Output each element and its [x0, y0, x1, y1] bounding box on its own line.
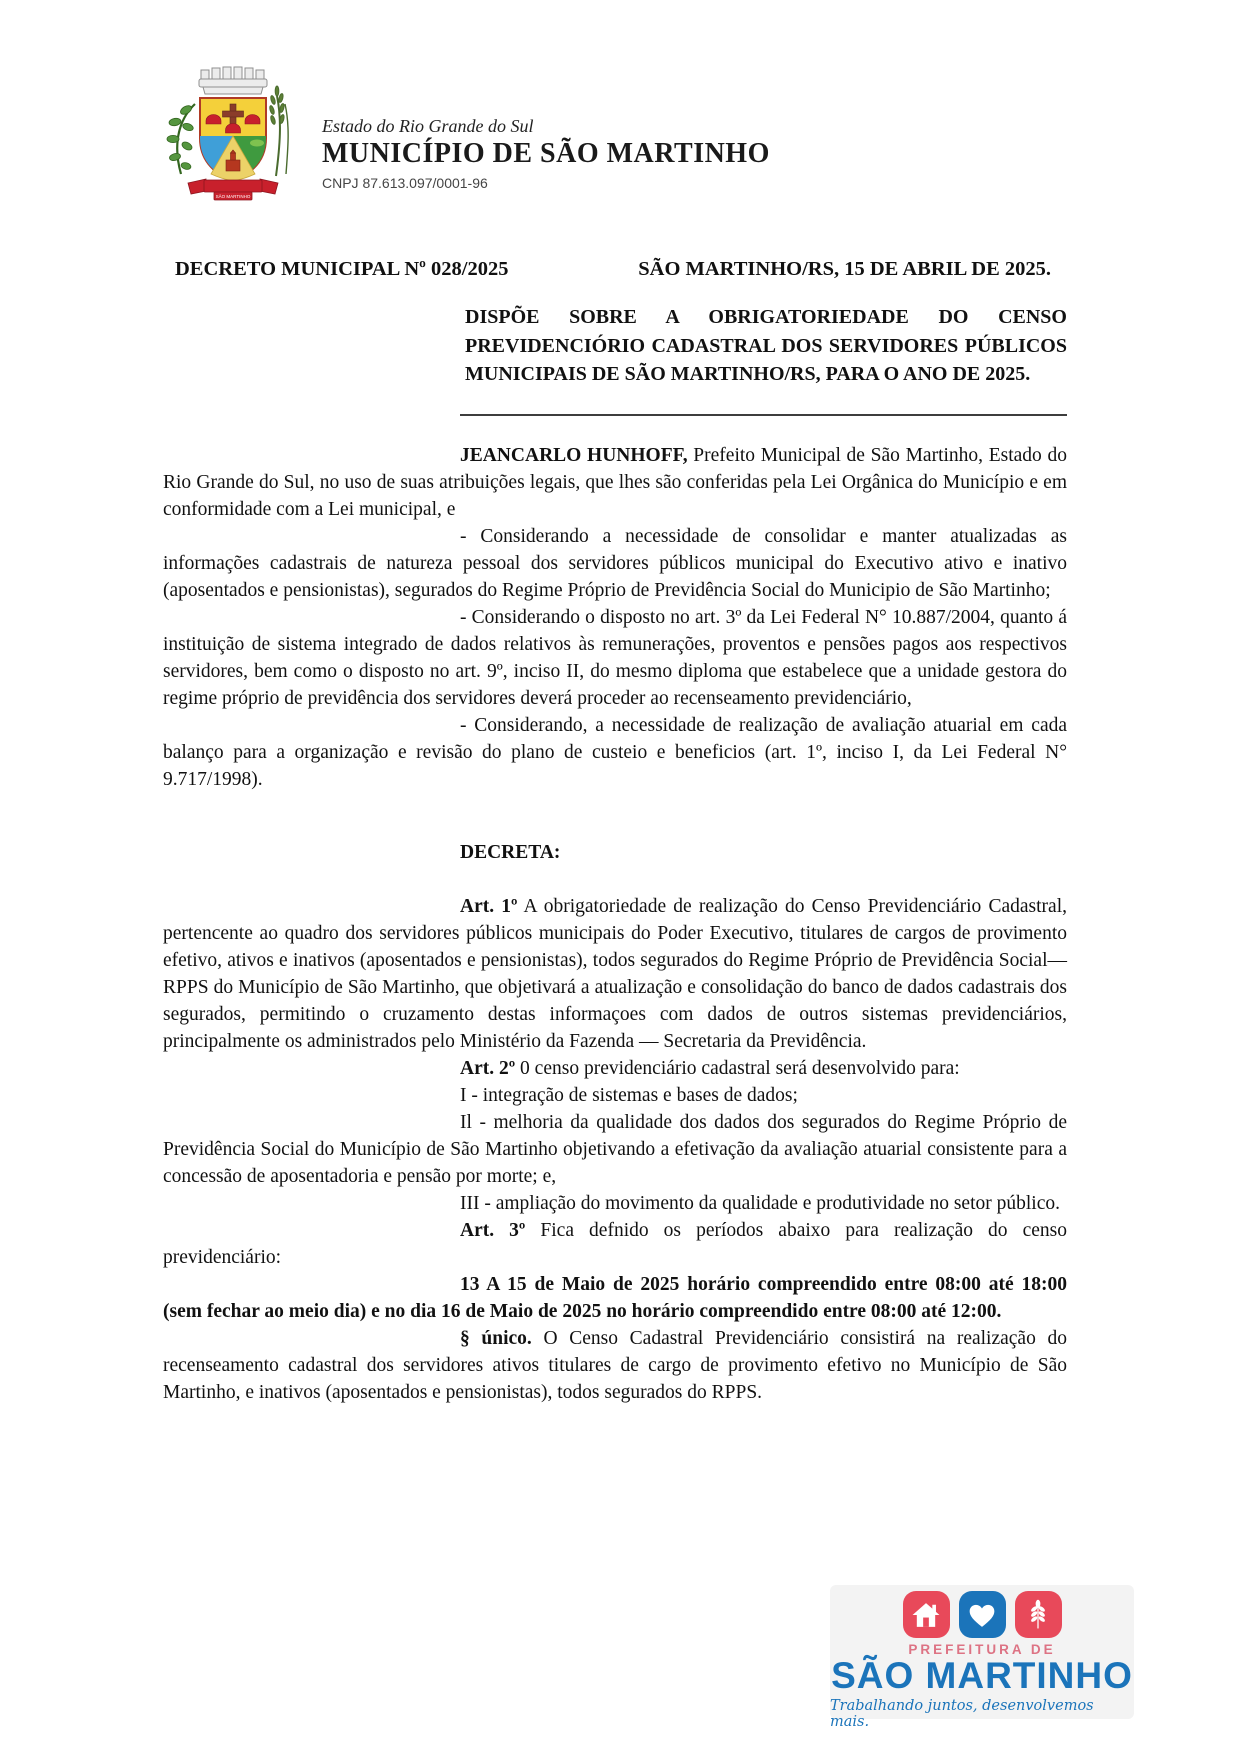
decree-summary: DISPÕE SOBRE A OBRIGATORIEDADE DO CENSO PREVIDENCIÓRIO CADASTRAL DOS SERVIDORES PÚBLICOS MUNICIPAIS DE SÃO MARTINHO/RS, PARA O ANO DE 2025.: [465, 306, 1067, 385]
logo-icons-row: [903, 1591, 1062, 1638]
mayor-name: JEANCARLO HUNHOFF,: [460, 444, 688, 466]
decreta-heading: DECRETA:: [460, 841, 561, 863]
census-schedule-paragraph: 13 A 15 de Maio de 2025 horário compreendido entre 08:00 até 18:00 (sem fechar ao meio dia) e no dia 16 de Maio de 2025 no horário compreendido entre 08:00 até 12:00.: [163, 1273, 1067, 1322]
municipal-crest-icon: [158, 64, 310, 202]
article-item: I - integração de sistemas e bases de dados;: [460, 1084, 798, 1106]
article-number: Art. 1º: [460, 895, 518, 917]
article-paragraph: Art. 2º 0 censo previdenciário cadastral será desenvolvido para:: [460, 1057, 960, 1079]
decree-title-row: [163, 258, 1067, 281]
decree-number: DECRETO MUNICIPAL Nº 028/2025: [175, 258, 509, 280]
house-icon: [903, 1591, 950, 1638]
letterhead: [322, 116, 770, 191]
prefeitura-label: PREFEITURA DE: [908, 1642, 1056, 1657]
considering-paragraph: - Considerando, a necessidade de realização de avaliação atuarial em cada balanço para a organização e revisão do plano de custeio e beneficios (art. 1º, inciso I, da Lei Federal N° 9.717/1998).: [163, 714, 1067, 790]
considering-paragraph: - Considerando a necessidade de consolidar e manter atualizadas as informações cadastrais de natureza pessoal dos servidores públicos municipal do Executivo ativo e inativo (aposentados e pensionistas), segurados do Regime Próprio de Previdência Social do Municipio de São Martinho;: [163, 525, 1067, 601]
sole-paragraph-label: § único.: [460, 1327, 532, 1349]
article-paragraph: Art. 3º Fica defnido os períodos abaixo para realização do censo previdenciário:: [163, 1219, 1067, 1268]
summary-separator-line: [460, 414, 1067, 416]
decree-place-date: SÃO MARTINHO/RS, 15 DE ABRIL DE 2025.: [638, 258, 1051, 280]
article-paragraph: Art. 1º A obrigatoriedade de realização do Censo Previdenciário Cadastral, pertencente ao quadro dos servidores públicos municipais do Poder Executivo, titulares de cargos de provimento efetivo, ativos e inativos (aposentados e pensionistas), todos segurados do Regime Próprio de Previdência Social—RPPS do Município de São Martinho, que objetivará a atualização e consolidação do banco de dados cadastrais dos segurados, permitindo o cruzamento destas informaçoes com dados de outros sistemas previdenciários, principalmente os administrados pelo Ministério da Fazenda — Secretaria da Previdência.: [163, 895, 1067, 1052]
decree-content: [163, 258, 1067, 1406]
header-cnpj: CNPJ 87.613.097/0001-96: [322, 175, 488, 191]
considering-paragraph: - Considerando o disposto no art. 3º da Lei Federal N° 10.887/2004, quanto á instituição de sistema integrado de dados relativos às remunerações, proventos e pensões pagos aos respectivos servidores, bem como o disposto no art. 9º, inciso II, do mesmo diploma que estabelece que a unidade gestora do regime próprio de previdência dos servidores deverá proceder ao recenseamento previdenciário,: [163, 606, 1067, 709]
header-state-line: Estado do Rio Grande do Sul: [322, 116, 534, 136]
article-item: Il - melhoria da qualidade dos dados dos segurados do Regime Próprio de Previdência Social do Município de São Martinho objetivando a efetivação da avaliação atuarial consistente para a concessão de aposentadoria e pensão por morte; e,: [163, 1111, 1067, 1187]
wheat-icon: [1015, 1591, 1062, 1638]
decree-text: [163, 442, 1067, 1406]
article-number: Art. 2º: [460, 1057, 516, 1079]
sole-paragraph: § único. O Censo Cadastral Previdenciário consistirá na realização do recenseamento cadastral dos servidores ativos titulares de cargo de provimento efetivo no Município de São Martinho, e inativos (aposentados e pensionistas), todos segurados do RPPS.: [163, 1327, 1067, 1403]
prefeitura-footer-logo: [830, 1585, 1134, 1730]
article-number: Art. 3º: [460, 1219, 526, 1241]
heart-icon: [959, 1591, 1006, 1638]
logo-tagline: Trabalhando juntos, desenvolvemos mais.: [830, 1698, 1094, 1730]
header-municipality-name: MUNICÍPIO DE SÃO MARTINHO: [322, 138, 770, 169]
city-name: SÃO MARTINHO: [831, 1655, 1133, 1696]
preamble-paragraph: JEANCARLO HUNHOFF, Prefeito Municipal de São Martinho, Estado do Rio Grande do Sul, no uso de suas atribuições legais, que lhes são conferidas pela Lei Orgânica do Município e em conformidade com a Lei municipal, e: [163, 444, 1067, 520]
article-item: III - ampliação do movimento da qualidade e produtividade no setor público.: [460, 1192, 1060, 1214]
crest-ribbon-text: SÃO MARTINHO: [215, 194, 251, 199]
